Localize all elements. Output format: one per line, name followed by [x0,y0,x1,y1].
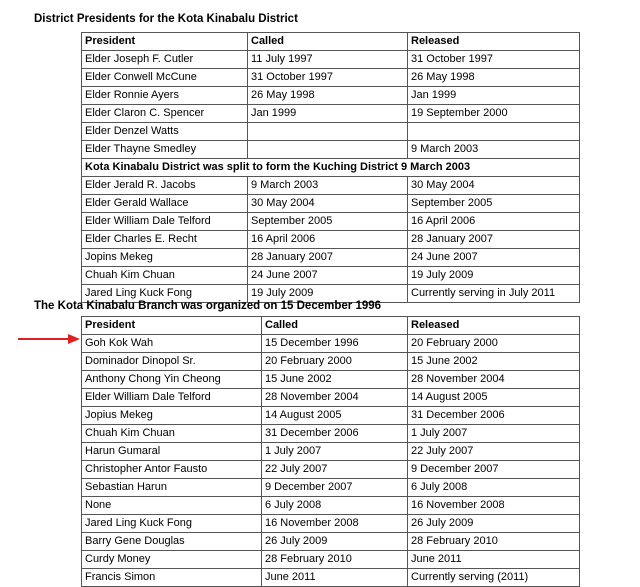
president-cell: Sebastian Harun [82,479,262,497]
released-cell: 31 October 1997 [408,51,580,69]
released-cell: 28 February 2010 [408,533,580,551]
table-row [82,267,580,285]
released-cell: 6 July 2008 [408,479,580,497]
table-row [82,443,580,461]
released-cell: Currently serving in July 2011 [408,285,580,303]
released-cell: 24 June 2007 [408,249,580,267]
released-cell: 19 July 2009 [408,267,580,285]
district-presidents-table [81,32,580,303]
president-cell: Harun Gumaral [82,443,262,461]
president-cell: Dominador Dinopol Sr. [82,353,262,371]
called-cell [248,141,408,159]
president-cell: Jared Ling Kuck Fong [82,515,262,533]
president-cell: Elder Thayne Smedley [82,141,248,159]
called-cell: 20 February 2000 [262,353,408,371]
called-cell: 28 November 2004 [262,389,408,407]
called-cell: 1 July 2007 [262,443,408,461]
called-cell: 31 December 2006 [262,425,408,443]
president-cell: Francis Simon [82,569,262,587]
table-row [82,389,580,407]
called-cell: 22 July 2007 [262,461,408,479]
table-row [82,123,580,141]
released-cell: 9 March 2003 [408,141,580,159]
president-cell: None [82,497,262,515]
table-row [82,425,580,443]
table-row [82,515,580,533]
split-note-row [82,159,580,177]
table-row [82,87,580,105]
released-cell: September 2005 [408,195,580,213]
president-cell: Elder William Dale Telford [82,389,262,407]
president-cell: Christopher Antor Fausto [82,461,262,479]
called-cell: 11 July 1997 [248,51,408,69]
table-row [82,335,580,353]
table-row [82,69,580,87]
president-cell: Elder William Dale Telford [82,213,248,231]
table-row [82,231,580,249]
president-cell: Chuah Kim Chuan [82,267,248,285]
released-cell: 28 November 2004 [408,371,580,389]
called-cell: 28 February 2010 [262,551,408,569]
released-cell: 30 May 2004 [408,177,580,195]
table-row [82,141,580,159]
district-table-title: District Presidents for the Kota Kinabalu District [34,13,298,25]
called-cell: 9 March 2003 [248,177,408,195]
released-cell: 28 January 2007 [408,231,580,249]
table-row [82,569,580,587]
red-arrow-icon [16,332,82,346]
president-cell: Anthony Chong Yin Cheong [82,371,262,389]
released-cell: 15 June 2002 [408,353,580,371]
released-cell: 19 September 2000 [408,105,580,123]
called-cell [248,123,408,141]
called-cell: 16 November 2008 [262,515,408,533]
released-cell: 26 May 1998 [408,69,580,87]
released-cell: 14 August 2005 [408,389,580,407]
table-row [82,51,580,69]
called-cell: 15 December 1996 [262,335,408,353]
column-header-president: President [82,317,262,335]
released-cell: 31 December 2006 [408,407,580,425]
table-row [82,551,580,569]
split-note: Kota Kinabalu District was split to form the Kuching District 9 March 2003 [82,159,580,177]
released-cell: 22 July 2007 [408,443,580,461]
president-cell: Goh Kok Wah [82,335,262,353]
table-row [82,371,580,389]
called-cell: 30 May 2004 [248,195,408,213]
released-cell: Jan 1999 [408,87,580,105]
called-cell: 6 July 2008 [262,497,408,515]
column-header-released: Released [408,33,580,51]
column-header-called: Called [248,33,408,51]
president-cell: Elder Gerald Wallace [82,195,248,213]
called-cell: 16 April 2006 [248,231,408,249]
table-row [82,461,580,479]
branch-presidents-table [81,316,580,587]
called-cell: Jan 1999 [248,105,408,123]
president-cell: Jopins Mekeg [82,249,248,267]
table-row [82,177,580,195]
called-cell: 28 January 2007 [248,249,408,267]
president-cell: Chuah Kim Chuan [82,425,262,443]
released-cell: 26 July 2009 [408,515,580,533]
released-cell: June 2011 [408,551,580,569]
president-cell: Jopius Mekeg [82,407,262,425]
president-cell: Elder Charles E. Recht [82,231,248,249]
table-row [82,249,580,267]
released-cell: 1 July 2007 [408,425,580,443]
released-cell: 9 December 2007 [408,461,580,479]
president-cell: Barry Gene Douglas [82,533,262,551]
table-row [82,407,580,425]
released-cell: Currently serving (2011) [408,569,580,587]
president-cell: Curdy Money [82,551,262,569]
column-header-president: President [82,33,248,51]
called-cell: 26 May 1998 [248,87,408,105]
released-cell: 20 February 2000 [408,335,580,353]
table-row [82,195,580,213]
called-cell: September 2005 [248,213,408,231]
column-header-released: Released [408,317,580,335]
president-cell: Elder Jerald R. Jacobs [82,177,248,195]
table-row [82,353,580,371]
table-row [82,497,580,515]
called-cell: June 2011 [262,569,408,587]
table-row [82,105,580,123]
president-cell: Elder Denzel Watts [82,123,248,141]
column-header-called: Called [262,317,408,335]
table-row [82,479,580,497]
table-row [82,213,580,231]
called-cell: 14 August 2005 [262,407,408,425]
called-cell: 26 July 2009 [262,533,408,551]
president-cell: Jared Ling Kuck Fong [82,285,248,303]
table-row [82,533,580,551]
called-cell: 15 June 2002 [262,371,408,389]
released-cell [408,123,580,141]
released-cell: 16 November 2008 [408,497,580,515]
branch-table-title: The Kota Kinabalu Branch was organized on 15 December 1996 [34,300,382,312]
table-header-row [82,33,580,51]
called-cell: 9 December 2007 [262,479,408,497]
called-cell: 31 October 1997 [248,69,408,87]
called-cell: 24 June 2007 [248,267,408,285]
president-cell: Elder Conwell McCune [82,69,248,87]
president-cell: Elder Joseph F. Cutler [82,51,248,69]
released-cell: 16 April 2006 [408,213,580,231]
table-header-row [82,317,580,335]
president-cell: Elder Claron C. Spencer [82,105,248,123]
president-cell: Elder Ronnie Ayers [82,87,248,105]
called-cell: 19 July 2009 [248,285,408,303]
